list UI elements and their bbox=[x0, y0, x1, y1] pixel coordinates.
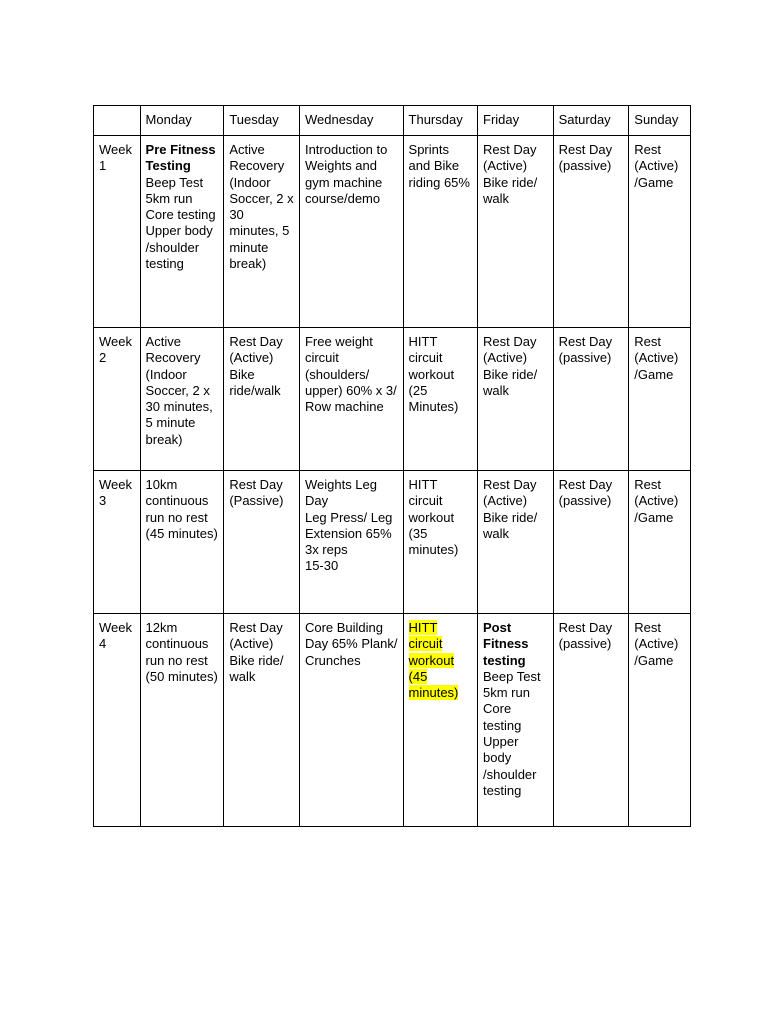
cell-saturday: Rest Day (passive) bbox=[553, 136, 629, 328]
cell-line: 5km run bbox=[483, 685, 530, 701]
header-friday: Friday bbox=[478, 106, 554, 136]
cell-heading: Pre Fitness Testing bbox=[145, 142, 216, 174]
highlighted-text: HITT circuit workout (45 minutes) bbox=[408, 620, 459, 701]
cell-saturday: Rest Day (passive) bbox=[553, 614, 629, 827]
cell-thursday: HITT circuit workout (25 Minutes) bbox=[403, 328, 477, 471]
header-sunday: Sunday bbox=[629, 106, 691, 136]
cell-line: 5km run bbox=[145, 190, 193, 206]
header-thursday: Thursday bbox=[403, 106, 477, 136]
cell-friday: Rest Day (Active) Bike ride/ walk bbox=[478, 328, 554, 471]
cell-thursday bbox=[403, 614, 477, 827]
cell-sunday: Rest (Active) /Game bbox=[629, 614, 691, 827]
cell-saturday: Rest Day (passive) bbox=[553, 328, 629, 471]
cell-wednesday: Introduction to Weights and gym machine course/demo bbox=[299, 136, 403, 328]
table-row bbox=[94, 471, 691, 614]
header-tuesday: Tuesday bbox=[224, 106, 300, 136]
cell-line: Core testing bbox=[145, 207, 216, 223]
cell-wednesday: Free weight circuit (shoulders/ upper) 60% x 3/ Row machine bbox=[299, 328, 403, 471]
cell-thursday: HITT circuit workout (35 minutes) bbox=[403, 471, 477, 614]
cell-line: Weights Leg Day bbox=[304, 477, 377, 509]
cell-thursday: Sprints and Bike riding 65% bbox=[403, 136, 477, 328]
cell-monday: 12km continuous run no rest (50 minutes) bbox=[140, 614, 224, 827]
cell-friday: Rest Day (Active) Bike ride/ walk bbox=[478, 471, 554, 614]
header-row bbox=[94, 106, 691, 136]
cell-monday: 10km continuous run no rest (45 minutes) bbox=[140, 471, 224, 614]
week-label: Week 1 bbox=[94, 136, 141, 328]
cell-friday: Rest Day (Active) Bike ride/ walk bbox=[478, 136, 554, 328]
cell-line: Beep Test bbox=[483, 668, 541, 684]
cell-wednesday: Core Building Day 65% Plank/ Crunches bbox=[299, 614, 403, 827]
table-row bbox=[94, 614, 691, 827]
cell-line: Leg Press/ Leg Extension 65% bbox=[304, 509, 393, 541]
cell-monday bbox=[140, 136, 224, 328]
cell-wednesday bbox=[299, 471, 403, 614]
cell-sunday: Rest (Active) /Game bbox=[629, 471, 691, 614]
header-wednesday: Wednesday bbox=[299, 106, 403, 136]
cell-monday: Active Recovery (Indoor Soccer, 2 x 30 minutes, 5 minute break) bbox=[140, 328, 224, 471]
cell-line: Core testing bbox=[483, 701, 522, 733]
table-row bbox=[94, 136, 691, 328]
cell-saturday: Rest Day (passive) bbox=[553, 471, 629, 614]
table-row bbox=[94, 328, 691, 471]
week-label: Week 3 bbox=[94, 471, 141, 614]
cell-heading: Post Fitness testing bbox=[483, 620, 529, 668]
cell-line: Upper body /shoulder testing bbox=[145, 223, 213, 272]
week-label: Week 4 bbox=[94, 614, 141, 827]
cell-tuesday: Active Recovery (Indoor Soccer, 2 x 30 minutes, 5 minute break) bbox=[224, 136, 300, 328]
cell-tuesday: Rest Day (Active) Bike ride/walk bbox=[224, 328, 300, 471]
cell-sunday: Rest (Active) /Game bbox=[629, 136, 691, 328]
cell-tuesday: Rest Day (Active) Bike ride/ walk bbox=[224, 614, 300, 827]
cell-line: 3x reps bbox=[304, 542, 348, 558]
header-saturday: Saturday bbox=[553, 106, 629, 136]
header-corner bbox=[94, 106, 141, 136]
cell-line: Beep Test bbox=[145, 174, 204, 190]
cell-friday bbox=[478, 614, 554, 827]
training-schedule-table bbox=[93, 105, 691, 827]
cell-line: Upper body /shoulder testing bbox=[483, 734, 537, 798]
header-monday: Monday bbox=[140, 106, 224, 136]
week-label: Week 2 bbox=[94, 328, 141, 471]
cell-sunday: Rest (Active) /Game bbox=[629, 328, 691, 471]
cell-line: 15-30 bbox=[304, 558, 339, 574]
cell-tuesday: Rest Day (Passive) bbox=[224, 471, 300, 614]
